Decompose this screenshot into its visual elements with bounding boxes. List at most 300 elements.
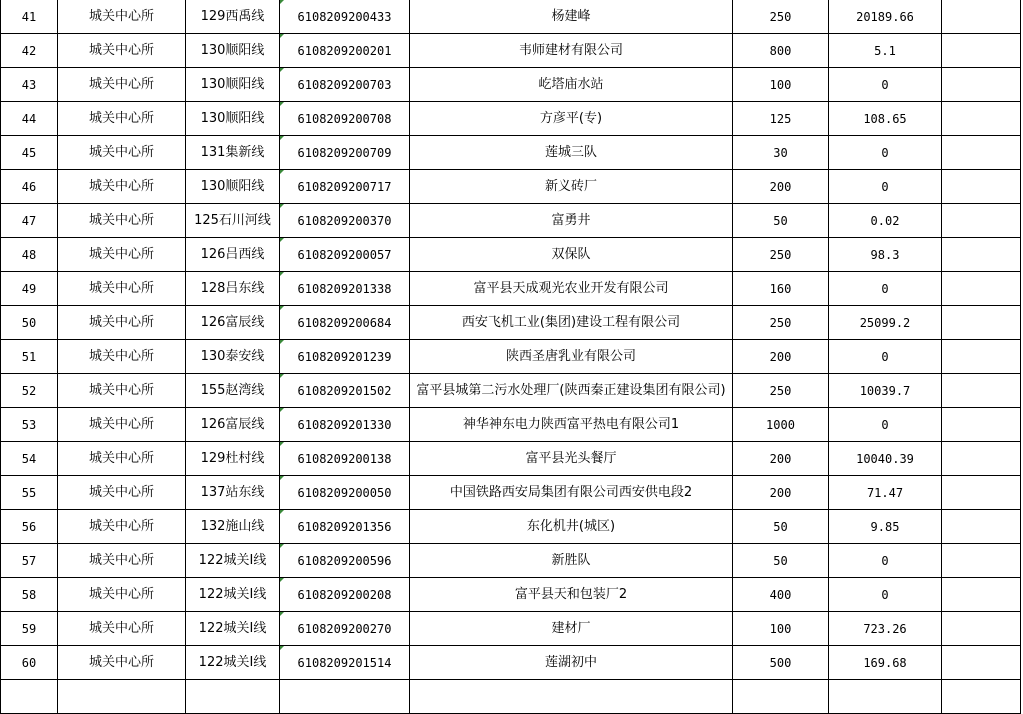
- value-cell[interactable]: [829, 272, 942, 306]
- line-cell[interactable]: [186, 170, 280, 204]
- capacity-text: 250: [769, 315, 792, 330]
- extra-cell[interactable]: [942, 272, 1021, 306]
- capacity-cell[interactable]: [733, 170, 829, 204]
- line-cell[interactable]: [186, 340, 280, 374]
- value-cell[interactable]: [829, 340, 942, 374]
- row-number-cell[interactable]: [1, 68, 58, 102]
- office-text: 城关中心所: [88, 110, 154, 126]
- extra-cell[interactable]: [942, 204, 1021, 238]
- row-number-text: 55: [21, 485, 37, 500]
- line-text: 130顺阳线: [200, 42, 265, 58]
- customer-name-text: 富平县城第二污水处理厂(陕西秦正建设集团有限公司): [416, 383, 726, 398]
- value-text: 0: [881, 553, 889, 568]
- value-text: 25099.2: [859, 315, 911, 330]
- row-number-text: 53: [21, 417, 37, 432]
- text-format-marker-icon: [280, 374, 284, 378]
- account-number-cell[interactable]: [280, 408, 410, 442]
- value-cell[interactable]: [829, 510, 942, 544]
- capacity-text: 50: [773, 213, 788, 228]
- extra-cell[interactable]: [942, 340, 1021, 374]
- row-number-cell[interactable]: [1, 238, 58, 272]
- capacity-text: 160: [769, 281, 792, 296]
- office-cell[interactable]: [58, 34, 186, 68]
- extra-cell[interactable]: [942, 102, 1021, 136]
- line-text: 126吕西线: [200, 246, 265, 262]
- capacity-cell[interactable]: [733, 238, 829, 272]
- office-cell[interactable]: [58, 272, 186, 306]
- row-number-cell[interactable]: [1, 510, 58, 544]
- extra-cell[interactable]: [942, 306, 1021, 340]
- table-row: [1, 238, 1021, 272]
- line-cell[interactable]: [186, 612, 280, 646]
- capacity-cell[interactable]: [733, 374, 829, 408]
- row-number-text: 54: [21, 451, 37, 466]
- text-format-marker-icon: [280, 272, 284, 276]
- row-number-cell[interactable]: [1, 544, 58, 578]
- customer-name-cell[interactable]: [410, 306, 733, 340]
- line-cell[interactable]: [186, 0, 280, 34]
- office-cell[interactable]: [58, 680, 186, 714]
- office-cell[interactable]: [58, 578, 186, 612]
- line-text: 128吕东线: [200, 280, 265, 296]
- value-cell[interactable]: [829, 68, 942, 102]
- table-row: [1, 544, 1021, 578]
- line-text: 132施山线: [200, 518, 265, 534]
- line-cell[interactable]: [186, 238, 280, 272]
- text-format-marker-icon: [280, 0, 284, 4]
- row-number-cell[interactable]: [1, 680, 58, 714]
- line-text: 137站东线: [200, 484, 265, 500]
- text-format-marker-icon: [280, 34, 284, 38]
- table-row: [1, 442, 1021, 476]
- line-text: 122城关Ⅰ线: [198, 620, 267, 636]
- value-text: 9.85: [870, 519, 900, 534]
- value-cell[interactable]: [829, 476, 942, 510]
- customer-name-text: 新胜队: [551, 552, 591, 568]
- extra-cell[interactable]: [942, 544, 1021, 578]
- line-cell[interactable]: [186, 136, 280, 170]
- customer-name-cell[interactable]: [410, 646, 733, 680]
- account-number-cell[interactable]: [280, 102, 410, 136]
- office-cell[interactable]: [58, 646, 186, 680]
- office-cell[interactable]: [58, 102, 186, 136]
- line-cell[interactable]: [186, 272, 280, 306]
- customer-name-cell[interactable]: [410, 204, 733, 238]
- value-cell[interactable]: [829, 544, 942, 578]
- table-row: [1, 408, 1021, 442]
- customer-name-text: 双保队: [551, 246, 591, 262]
- line-cell[interactable]: [186, 578, 280, 612]
- customer-name-cell[interactable]: [410, 340, 733, 374]
- office-text: 城关中心所: [88, 314, 154, 330]
- account-number-cell[interactable]: [280, 374, 410, 408]
- row-number-text: 59: [21, 621, 37, 636]
- customer-name-text: 杨建峰: [551, 8, 591, 24]
- account-number-cell[interactable]: [280, 68, 410, 102]
- customer-name-cell[interactable]: [410, 238, 733, 272]
- office-cell[interactable]: [58, 68, 186, 102]
- value-cell[interactable]: [829, 34, 942, 68]
- account-number-text: 6108209200057: [297, 247, 392, 262]
- table-row: [1, 306, 1021, 340]
- customer-name-cell[interactable]: [410, 374, 733, 408]
- row-number-cell[interactable]: [1, 102, 58, 136]
- account-number-cell[interactable]: [280, 204, 410, 238]
- capacity-cell[interactable]: [733, 612, 829, 646]
- row-number-text: 46: [21, 179, 37, 194]
- extra-cell[interactable]: [942, 476, 1021, 510]
- extra-cell[interactable]: [942, 68, 1021, 102]
- capacity-text: 100: [769, 621, 792, 636]
- value-cell[interactable]: [829, 238, 942, 272]
- account-number-text: 6108209201514: [297, 655, 392, 670]
- office-cell[interactable]: [58, 544, 186, 578]
- account-number-cell[interactable]: [280, 442, 410, 476]
- office-cell[interactable]: [58, 204, 186, 238]
- account-number-text: 6108209200703: [297, 77, 392, 92]
- text-format-marker-icon: [280, 578, 284, 582]
- customer-name-text: 莲湖初中: [544, 654, 597, 670]
- text-format-marker-icon: [280, 476, 284, 480]
- extra-cell[interactable]: [942, 442, 1021, 476]
- text-format-marker-icon: [280, 102, 284, 106]
- value-cell[interactable]: [829, 0, 942, 34]
- value-cell[interactable]: [829, 374, 942, 408]
- value-cell[interactable]: [829, 442, 942, 476]
- extra-cell[interactable]: [942, 374, 1021, 408]
- office-text: 城关中心所: [88, 416, 154, 432]
- customer-name-text: 建材厂: [551, 620, 591, 636]
- text-format-marker-icon: [280, 544, 284, 548]
- line-cell[interactable]: [186, 306, 280, 340]
- capacity-cell[interactable]: [733, 680, 829, 714]
- customer-name-text: 东化机井(城区): [526, 518, 616, 534]
- capacity-cell[interactable]: [733, 204, 829, 238]
- capacity-text: 200: [769, 179, 792, 194]
- customer-name-cell[interactable]: [410, 34, 733, 68]
- text-format-marker-icon: [280, 612, 284, 616]
- row-number-cell[interactable]: [1, 476, 58, 510]
- capacity-cell[interactable]: [733, 136, 829, 170]
- row-number-cell[interactable]: [1, 170, 58, 204]
- row-number-text: 44: [21, 111, 37, 126]
- value-cell[interactable]: [829, 680, 942, 714]
- customer-name-text: 新义砖厂: [544, 178, 597, 194]
- row-number-text: 51: [21, 349, 37, 364]
- extra-cell[interactable]: [942, 646, 1021, 680]
- line-text: 122城关Ⅰ线: [198, 552, 267, 568]
- account-number-cell[interactable]: [280, 238, 410, 272]
- extra-cell[interactable]: [942, 578, 1021, 612]
- text-format-marker-icon: [280, 340, 284, 344]
- value-cell[interactable]: [829, 612, 942, 646]
- capacity-text: 500: [769, 655, 792, 670]
- office-text: 城关中心所: [88, 620, 154, 636]
- account-number-cell[interactable]: [280, 340, 410, 374]
- capacity-cell[interactable]: [733, 544, 829, 578]
- office-cell[interactable]: [58, 0, 186, 34]
- customer-name-text: 陕西圣唐乳业有限公司: [505, 348, 636, 364]
- line-text: 130顺阳线: [200, 110, 265, 126]
- value-cell[interactable]: [829, 170, 942, 204]
- account-number-cell[interactable]: [280, 578, 410, 612]
- value-text: 10039.7: [859, 383, 911, 398]
- account-number-cell[interactable]: [280, 306, 410, 340]
- customer-name-cell[interactable]: [410, 408, 733, 442]
- account-number-cell[interactable]: [280, 136, 410, 170]
- customer-name-text: 中国铁路西安局集团有限公司西安供电段2: [449, 484, 693, 500]
- office-text: 城关中心所: [88, 654, 154, 670]
- account-number-text: 6108209201502: [297, 383, 392, 398]
- line-cell[interactable]: [186, 34, 280, 68]
- customer-name-text: 韦师建材有限公司: [518, 42, 623, 58]
- customer-name-cell[interactable]: [410, 578, 733, 612]
- value-text: 723.26: [863, 621, 907, 636]
- customer-name-cell[interactable]: [410, 68, 733, 102]
- text-format-marker-icon: [280, 238, 284, 242]
- extra-cell[interactable]: [942, 510, 1021, 544]
- line-cell[interactable]: [186, 510, 280, 544]
- capacity-cell[interactable]: [733, 476, 829, 510]
- office-text: 城关中心所: [88, 552, 154, 568]
- row-number-cell[interactable]: [1, 612, 58, 646]
- row-number-text: 45: [21, 145, 37, 160]
- account-number-cell[interactable]: [280, 646, 410, 680]
- office-cell[interactable]: [58, 510, 186, 544]
- account-number-text: 6108209200684: [297, 315, 392, 330]
- line-cell[interactable]: [186, 544, 280, 578]
- capacity-text: 400: [769, 587, 792, 602]
- value-text: 0: [881, 179, 889, 194]
- line-cell[interactable]: [186, 408, 280, 442]
- row-number-text: 57: [21, 553, 37, 568]
- text-format-marker-icon: [280, 510, 284, 514]
- office-cell[interactable]: [58, 136, 186, 170]
- row-number-cell[interactable]: [1, 646, 58, 680]
- row-number-cell[interactable]: [1, 578, 58, 612]
- office-text: 城关中心所: [88, 280, 154, 296]
- account-number-text: 6108209200270: [297, 621, 392, 636]
- table-row: [1, 476, 1021, 510]
- capacity-cell[interactable]: [733, 0, 829, 34]
- value-text: 0: [881, 417, 889, 432]
- table-row: [1, 0, 1021, 34]
- customer-name-text: 莲城三队: [544, 144, 597, 160]
- line-text: 130顺阳线: [200, 178, 265, 194]
- capacity-text: 125: [769, 111, 792, 126]
- capacity-cell[interactable]: [733, 306, 829, 340]
- table-row: [1, 102, 1021, 136]
- value-text: 5.1: [874, 43, 896, 58]
- capacity-cell[interactable]: [733, 646, 829, 680]
- value-cell[interactable]: [829, 204, 942, 238]
- account-number-text: 6108209200201: [297, 43, 392, 58]
- extra-cell[interactable]: [942, 680, 1021, 714]
- office-cell[interactable]: [58, 442, 186, 476]
- customer-name-cell[interactable]: [410, 476, 733, 510]
- table-row: [1, 340, 1021, 374]
- line-cell[interactable]: [186, 442, 280, 476]
- table-row: [1, 510, 1021, 544]
- office-text: 城关中心所: [88, 450, 154, 466]
- account-number-text: 6108209200050: [297, 485, 392, 500]
- row-number-text: 42: [21, 43, 37, 58]
- capacity-text: 1000: [766, 417, 795, 432]
- capacity-cell[interactable]: [733, 408, 829, 442]
- value-cell[interactable]: [829, 306, 942, 340]
- row-number-text: 52: [21, 383, 37, 398]
- capacity-cell[interactable]: [733, 272, 829, 306]
- row-number-cell[interactable]: [1, 0, 58, 34]
- account-number-cell[interactable]: [280, 0, 410, 34]
- value-text: 0: [881, 77, 889, 92]
- account-number-cell[interactable]: [280, 680, 410, 714]
- text-format-marker-icon: [280, 68, 284, 72]
- account-number-text: 6108209200717: [297, 179, 392, 194]
- account-number-text: 6108209201330: [297, 417, 392, 432]
- capacity-cell[interactable]: [733, 340, 829, 374]
- account-number-cell[interactable]: [280, 272, 410, 306]
- row-number-cell[interactable]: [1, 340, 58, 374]
- capacity-text: 200: [769, 349, 792, 364]
- value-text: 0: [881, 587, 889, 602]
- capacity-cell[interactable]: [733, 68, 829, 102]
- row-number-cell[interactable]: [1, 272, 58, 306]
- line-cell[interactable]: [186, 646, 280, 680]
- row-number-text: 49: [21, 281, 37, 296]
- customer-name-cell[interactable]: [410, 272, 733, 306]
- line-text: 129杜村线: [200, 450, 265, 466]
- row-number-text: 48: [21, 247, 37, 262]
- account-number-cell[interactable]: [280, 544, 410, 578]
- capacity-text: 250: [769, 9, 792, 24]
- capacity-text: 200: [769, 485, 792, 500]
- account-number-text: 6108209200138: [297, 451, 392, 466]
- capacity-text: 250: [769, 247, 792, 262]
- account-number-cell[interactable]: [280, 510, 410, 544]
- customer-name-cell[interactable]: [410, 544, 733, 578]
- row-number-text: 58: [21, 587, 37, 602]
- value-cell[interactable]: [829, 136, 942, 170]
- value-text: 98.3: [870, 247, 900, 262]
- office-text: 城关中心所: [88, 178, 154, 194]
- customer-name-cell[interactable]: [410, 0, 733, 34]
- value-cell[interactable]: [829, 408, 942, 442]
- extra-cell[interactable]: [942, 238, 1021, 272]
- office-cell[interactable]: [58, 170, 186, 204]
- office-text: 城关中心所: [88, 144, 154, 160]
- office-cell[interactable]: [58, 340, 186, 374]
- office-text: 城关中心所: [88, 484, 154, 500]
- account-number-cell[interactable]: [280, 612, 410, 646]
- value-text: 0: [881, 145, 889, 160]
- customer-name-cell[interactable]: [410, 102, 733, 136]
- capacity-text: 200: [769, 451, 792, 466]
- capacity-cell[interactable]: [733, 102, 829, 136]
- office-text: 城关中心所: [88, 76, 154, 92]
- line-text: 131集新线: [200, 144, 265, 160]
- customer-name-text: 屹塔庙水站: [538, 76, 604, 92]
- office-cell[interactable]: [58, 306, 186, 340]
- line-text: 126富辰线: [200, 314, 265, 330]
- line-text: 155赵湾线: [200, 382, 265, 398]
- capacity-cell[interactable]: [733, 34, 829, 68]
- table-row: [1, 170, 1021, 204]
- account-number-text: 6108209201356: [297, 519, 392, 534]
- office-cell[interactable]: [58, 408, 186, 442]
- customer-name-cell[interactable]: [410, 680, 733, 714]
- row-number-cell[interactable]: [1, 136, 58, 170]
- row-number-cell[interactable]: [1, 374, 58, 408]
- customer-name-cell[interactable]: [410, 442, 733, 476]
- line-cell[interactable]: [186, 680, 280, 714]
- customer-name-text: 神华神东电力陕西富平热电有限公司1: [462, 416, 680, 432]
- extra-cell[interactable]: [942, 408, 1021, 442]
- text-format-marker-icon: [280, 442, 284, 446]
- capacity-cell[interactable]: [733, 510, 829, 544]
- office-cell[interactable]: [58, 612, 186, 646]
- line-text: 122城关Ⅰ线: [198, 586, 267, 602]
- row-number-cell[interactable]: [1, 306, 58, 340]
- line-cell[interactable]: [186, 476, 280, 510]
- value-cell[interactable]: [829, 102, 942, 136]
- row-number-cell[interactable]: [1, 34, 58, 68]
- office-text: 城关中心所: [88, 246, 154, 262]
- capacity-text: 50: [773, 519, 788, 534]
- office-cell[interactable]: [58, 374, 186, 408]
- table-row: [1, 34, 1021, 68]
- text-format-marker-icon: [280, 646, 284, 650]
- capacity-text: 800: [769, 43, 792, 58]
- customer-name-cell[interactable]: [410, 136, 733, 170]
- extra-cell[interactable]: [942, 612, 1021, 646]
- office-text: 城关中心所: [88, 518, 154, 534]
- extra-cell[interactable]: [942, 136, 1021, 170]
- value-text: 0: [881, 281, 889, 296]
- row-number-text: 43: [21, 77, 37, 92]
- value-cell[interactable]: [829, 578, 942, 612]
- text-format-marker-icon: [280, 408, 284, 412]
- account-number-cell[interactable]: [280, 34, 410, 68]
- extra-cell[interactable]: [942, 170, 1021, 204]
- customer-name-cell[interactable]: [410, 612, 733, 646]
- customer-name-cell[interactable]: [410, 510, 733, 544]
- office-cell[interactable]: [58, 476, 186, 510]
- line-cell[interactable]: [186, 102, 280, 136]
- table-row: [1, 374, 1021, 408]
- capacity-cell[interactable]: [733, 578, 829, 612]
- line-cell[interactable]: [186, 204, 280, 238]
- extra-cell[interactable]: [942, 0, 1021, 34]
- customer-name-cell[interactable]: [410, 170, 733, 204]
- row-number-cell[interactable]: [1, 408, 58, 442]
- value-cell[interactable]: [829, 646, 942, 680]
- account-number-cell[interactable]: [280, 476, 410, 510]
- office-cell[interactable]: [58, 238, 186, 272]
- row-number-cell[interactable]: [1, 204, 58, 238]
- line-cell[interactable]: [186, 68, 280, 102]
- account-number-cell[interactable]: [280, 170, 410, 204]
- customer-name-text: 富平县天成观光农业开发有限公司: [473, 280, 669, 296]
- extra-cell[interactable]: [942, 34, 1021, 68]
- line-text: 130泰安线: [200, 348, 265, 364]
- row-number-cell[interactable]: [1, 442, 58, 476]
- office-text: 城关中心所: [88, 42, 154, 58]
- capacity-cell[interactable]: [733, 442, 829, 476]
- capacity-text: 50: [773, 553, 788, 568]
- line-cell[interactable]: [186, 374, 280, 408]
- row-number-text: 50: [21, 315, 37, 330]
